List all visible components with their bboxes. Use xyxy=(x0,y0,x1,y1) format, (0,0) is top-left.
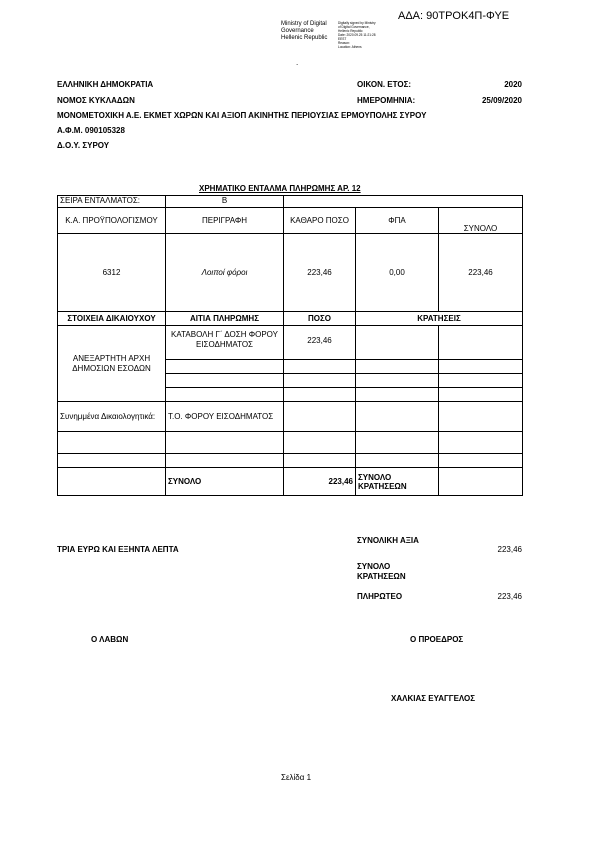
section-reason: ΑΙΤΙΑ ΠΛΗΡΩΜΗΣ xyxy=(166,312,284,326)
budget-total: 223,46 xyxy=(439,234,523,312)
blank-cell xyxy=(166,454,284,468)
budget-description: Λοιποί φόροι xyxy=(166,234,284,312)
total-value: 223,46 xyxy=(497,545,522,554)
blank-cell xyxy=(356,432,439,454)
date-value: 25/09/2020 xyxy=(481,96,522,105)
blank-cell xyxy=(356,402,439,432)
col-header-ka: Κ.Α. ΠΡΟΫΠΟΛΟΓΙΣΜΟΥ xyxy=(58,208,166,234)
section-header-row xyxy=(58,312,523,326)
payable-label: ΠΛΗΡΩΤΕΟ xyxy=(357,592,403,601)
blank-cell xyxy=(284,388,356,402)
blank-cell xyxy=(284,432,356,454)
col-header-net: ΚΑΘΑΡΟ ΠΟΣΟ xyxy=(284,208,356,234)
budget-net: 223,46 xyxy=(284,234,356,312)
sum-row xyxy=(58,468,523,496)
total-value-label: ΣΥΝΟΛΙΚΗ ΑΞΙΑ xyxy=(357,536,419,545)
blank-row xyxy=(58,454,523,468)
sum-label: ΣΥΝΟΛΟ xyxy=(166,468,284,496)
signature-detail: of Digital Governance, xyxy=(338,25,370,29)
header-dot: . xyxy=(296,58,299,67)
blank-cell xyxy=(58,468,166,496)
deduction-cell xyxy=(356,326,439,360)
col-header-total: ΣΥΝΟΛΟ xyxy=(439,208,523,234)
section-amount: ΠΟΣΟ xyxy=(284,312,356,326)
series-blank xyxy=(284,196,523,208)
signature-detail: Digitally signed by Ministry xyxy=(338,21,376,25)
attachments-label: Συνημμένα Δικαιολογητικά: xyxy=(58,402,166,432)
signature-detail: Hellenic Republic xyxy=(338,29,363,33)
blank-cell xyxy=(439,432,523,454)
blank-cell xyxy=(58,432,166,454)
blank-cell xyxy=(439,468,523,496)
section-deductions: ΚΡΑΤΗΣΕΙΣ xyxy=(356,312,523,326)
blank-cell xyxy=(58,454,166,468)
fiscal-year-value: 2020 xyxy=(504,80,522,89)
beneficiary-name: ΑΝΕΞΑΡΤΗΤΗ ΑΡΧΗ ΔΗΜΟΣΙΩΝ ΕΣΟΔΩΝ xyxy=(58,326,166,402)
sum-value: 223,46 xyxy=(284,468,356,496)
blank-cell xyxy=(439,374,523,388)
attachments-row xyxy=(58,402,523,432)
document-title: ΧΡΗΜΑΤΙΚΟ ΕΝΤΑΛΜΑ ΠΛΗΡΩΜΗΣ ΑΡ. 12 xyxy=(199,184,361,193)
blank-cell xyxy=(356,388,439,402)
deduction-cell xyxy=(439,326,523,360)
blank-cell xyxy=(284,454,356,468)
issuer-republic: ΕΛΛΗΝΙΚΗ ΔΗΜΟΚΡΑΤΙΑ xyxy=(57,80,154,89)
page-number: Σελίδα 1 xyxy=(281,773,312,782)
blank-cell xyxy=(439,402,523,432)
total-deductions-label: ΣΥΝΟΛΟ ΚΡΑΤΗΣΕΩΝ xyxy=(357,562,406,581)
date-label: ΗΜΕΡΟΜΗΝΙΑ: xyxy=(357,96,416,105)
col-header-vat: ΦΠΑ xyxy=(356,208,439,234)
blank-cell xyxy=(166,432,284,454)
column-header-row xyxy=(58,208,523,234)
blank-cell xyxy=(284,360,356,374)
president-name: ΧΑΛΚΙΑΣ ΕΥΑΓΓΕΛΟΣ xyxy=(391,694,476,703)
blank-cell xyxy=(284,402,356,432)
ada-code: ΑΔΑ: 90ΤΡΟΚ4Π-ΦΥΕ xyxy=(398,10,510,22)
payment-order-table xyxy=(57,195,523,496)
payment-reason: ΚΑΤΑΒΟΛΗ Γ΄ ΔΟΣΗ ΦΟΡΟΥ ΕΙΣΟΔΗΜΑΤΟΣ xyxy=(166,326,284,360)
payment-amount: 223,46 xyxy=(284,326,356,360)
issuer-doy: Δ.Ο.Υ. ΣΥΡΟΥ xyxy=(57,141,110,150)
issuer-prefecture: ΝΟΜΟΣ ΚΥΚΛΑΔΩΝ xyxy=(57,96,135,105)
blank-cell xyxy=(356,360,439,374)
president-signature-label: Ο ΠΡΟΕΔΡΟΣ xyxy=(410,635,464,644)
issuer-afm: Α.Φ.Μ. 090105328 xyxy=(57,126,125,135)
signature-label-2: Governance xyxy=(281,28,314,34)
signature-detail: EEST xyxy=(338,37,347,41)
sum-deductions-label: ΣΥΝΟΛΟ ΚΡΑΤΗΣΕΩΝ xyxy=(356,468,439,496)
signature-detail: Date: 2020.09.25 11:21:28 xyxy=(338,33,376,37)
signature-detail: Reason: xyxy=(338,41,350,45)
series-row xyxy=(58,196,523,208)
series-label: ΣΕΙΡΑ ΕΝΤΑΛΜΑΤΟΣ: xyxy=(58,196,166,208)
blank-cell xyxy=(284,374,356,388)
blank-cell xyxy=(356,454,439,468)
blank-cell xyxy=(439,388,523,402)
beneficiary-row-1 xyxy=(58,326,523,360)
receiver-signature-label: Ο ΛΑΒΩΝ xyxy=(91,635,129,644)
signature-detail: Location: Athens xyxy=(338,45,362,49)
series-value: Β xyxy=(166,196,284,208)
blank-cell xyxy=(356,374,439,388)
signature-label-1: Ministry of Digital xyxy=(281,21,327,27)
col-header-description: ΠΕΡΙΓΡΑΦΗ xyxy=(166,208,284,234)
blank-cell xyxy=(439,360,523,374)
blank-row xyxy=(58,432,523,454)
budget-row xyxy=(58,234,523,312)
blank-cell xyxy=(166,360,284,374)
payable-value: 223,46 xyxy=(497,592,522,601)
attachments-value: Τ.Ο. ΦΟΡΟΥ ΕΙΣΟΔΗΜΑΤΟΣ xyxy=(166,402,284,432)
budget-code: 6312 xyxy=(58,234,166,312)
blank-cell xyxy=(166,374,284,388)
budget-vat: 0,00 xyxy=(356,234,439,312)
blank-cell xyxy=(439,454,523,468)
section-beneficiary: ΣΤΟΙΧΕΙΑ ΔΙΚΑΙΟΥΧΟΥ xyxy=(58,312,166,326)
fiscal-year-label: ΟΙΚΟΝ. ΕΤΟΣ: xyxy=(357,80,412,89)
amount-in-words: ΤΡΙΑ ΕΥΡΩ ΚΑΙ ΕΞΗΝΤΑ ΛΕΠΤΑ xyxy=(57,545,179,554)
issuer-company: ΜΟΝΟΜΕΤΟΧΙΚΗ Α.Ε. ΕΚΜΕΤ ΧΩΡΩΝ ΚΑΙ ΑΞΙΟΠ ΑΚΙΝΗΤΗΣ ΠΕΡΙΟΥΣΙΑΣ ΕΡΜΟΥΠΟΛΗΣ ΣΥΡΟΥ xyxy=(57,111,427,120)
blank-cell xyxy=(166,388,284,402)
signature-label-3: Hellenic Republic xyxy=(281,35,328,41)
